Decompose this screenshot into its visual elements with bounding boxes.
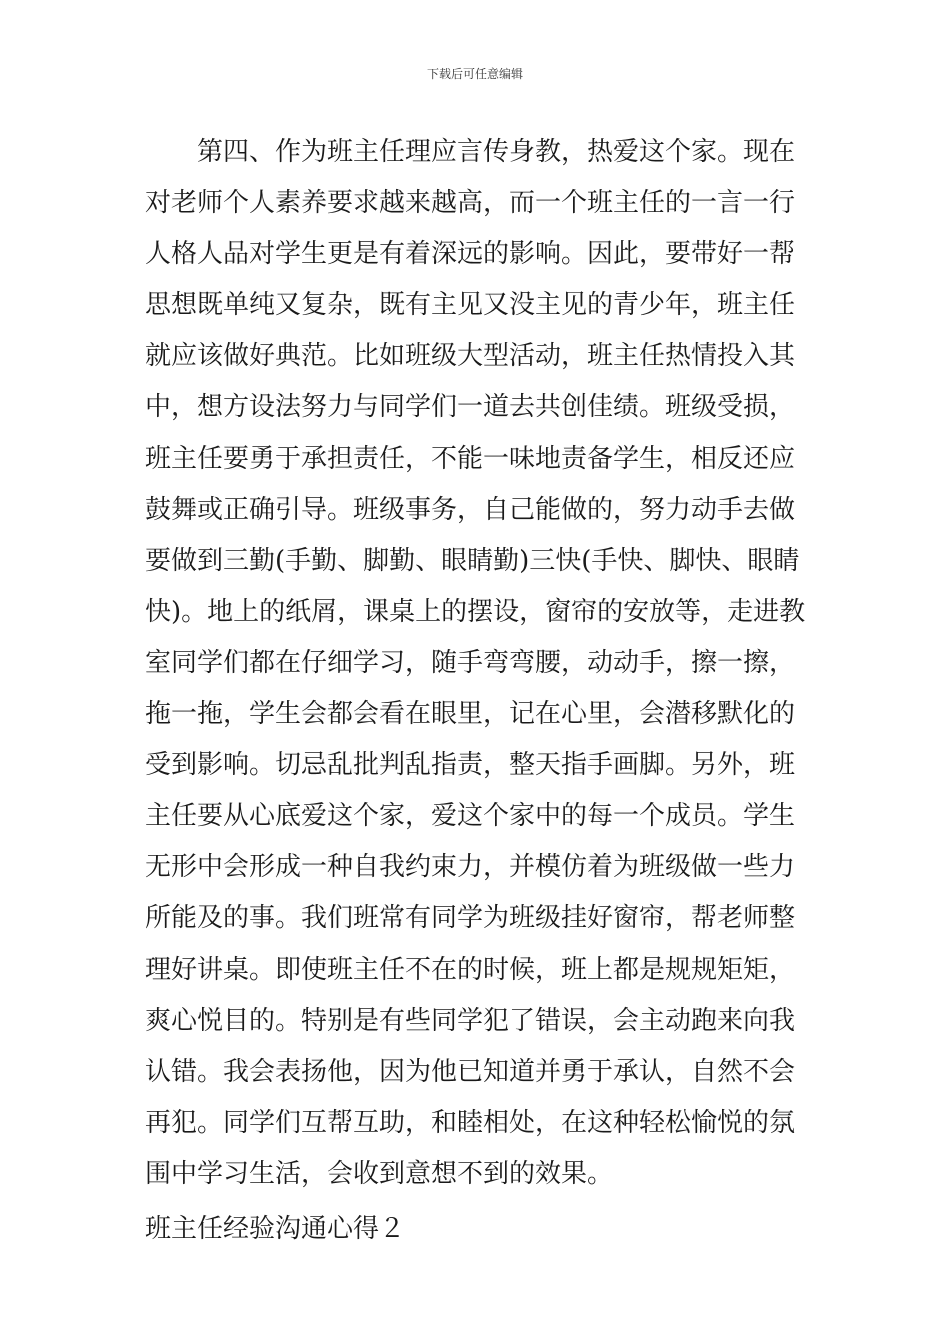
paragraph-line: 围中学习生活，会收到意想不到的效果。	[145, 1158, 614, 1189]
paragraph-line: 班主任要勇于承担责任，不能一味地责备学生，相反还应	[145, 443, 796, 474]
paragraph-line: 拖一拖，学生会都会看在眼里，记在心里，会潜移默化的	[145, 699, 796, 730]
paragraph-line: 爽心悦目的。特别是有些同学犯了错误，会主动跑来向我	[145, 1005, 796, 1036]
paragraph-line: 理好讲桌。即使班主任不在的时候，班上都是规规矩矩，	[145, 954, 796, 985]
paragraph-line: 主任要从心底爱这个家，爱这个家中的每一个成员。学生	[145, 801, 796, 832]
paragraph-line: 要做到三勤(手勤、脚勤、眼睛勤)三快(手快、脚快、眼睛	[145, 545, 800, 576]
paragraph-line: 快)。地上的纸屑，课桌上的摆设，窗帘的安放等，走进教	[145, 596, 806, 627]
paragraph-line: 再犯。同学们互帮互助，和睦相处，在这种轻松愉悦的氛	[145, 1107, 796, 1138]
paragraph-line: 对老师个人素养要求越来越高，而一个班主任的一言一行	[145, 188, 796, 219]
paragraph-line: 就应该做好典范。比如班级大型活动，班主任热情投入其	[145, 341, 796, 372]
paragraph-line: 人格人品对学生更是有着深远的影响。因此，要带好一帮	[145, 239, 796, 270]
paragraph-line: 鼓舞或正确引导。班级事务，自己能做的，努力动手去做	[145, 494, 796, 525]
paragraph-line: 思想既单纯又复杂，既有主见又没主见的青少年，班主任	[145, 290, 796, 321]
body-text	[145, 127, 809, 1252]
paragraph-line: 无形中会形成一种自我约束力，并模仿着为班级做一些力	[145, 852, 796, 883]
paragraph-line: 第四、作为班主任理应言传身教，热爱这个家。现在	[197, 137, 796, 167]
section-title: 班主任经验沟通心得２	[145, 1213, 406, 1244]
paragraph-line: 受到影响。切忌乱批判乱指责，整天指手画脚。另外，班	[145, 750, 796, 781]
paragraph-line: 室同学们都在仔细学习，随手弯弯腰，动动手，擦一擦，	[145, 647, 796, 678]
paragraph-line: 中，想方设法努力与同学们一道去共创佳绩。班级受损，	[145, 392, 796, 423]
page-header-note: 下载后可任意编辑	[426, 67, 523, 81]
paragraph-line: 认错。我会表扬他，因为他已知道并勇于承认，自然不会	[145, 1056, 796, 1087]
paragraph-line: 所能及的事。我们班常有同学为班级挂好窗帘，帮老师整	[145, 903, 796, 934]
